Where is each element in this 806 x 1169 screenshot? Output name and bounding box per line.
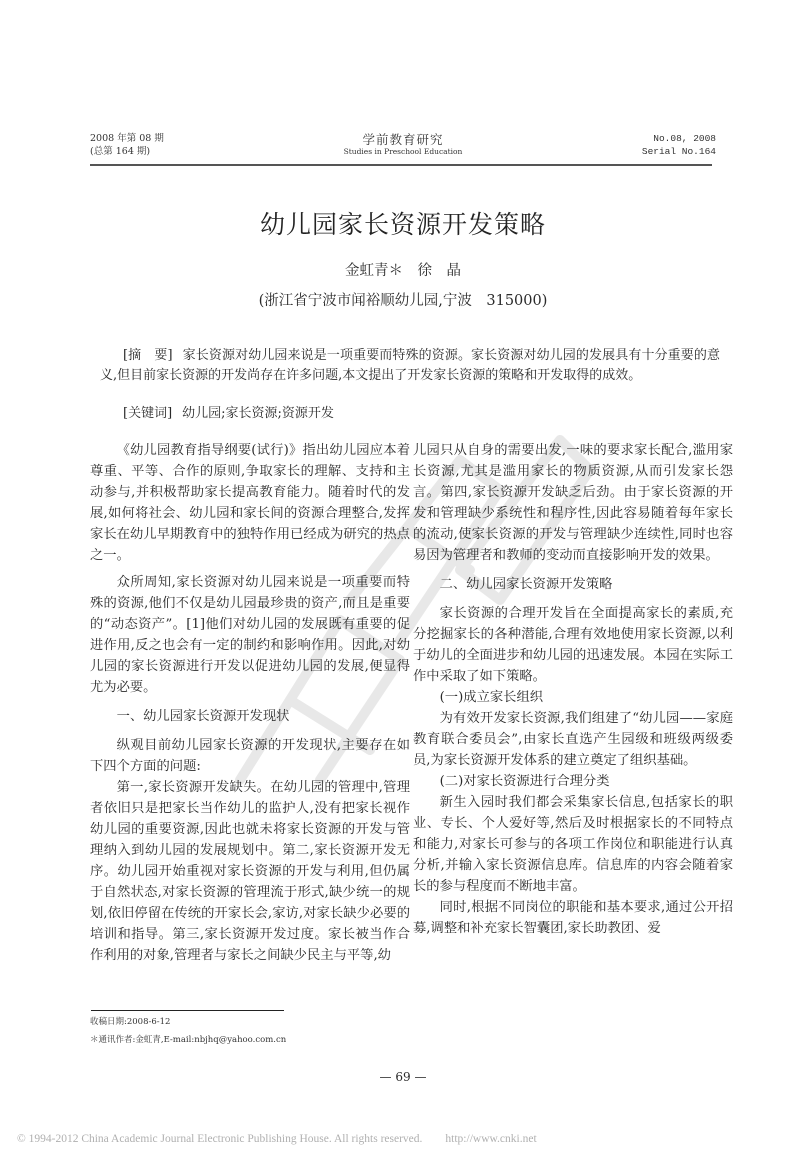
abstract-label: [摘 要] — [123, 348, 173, 363]
footnote-corresponding-author: ＊通讯作者:金虹青,E-mail:nbjhq@yahoo.com.cn — [90, 1035, 287, 1045]
journal-title-en: Studies in Preschool Education — [343, 147, 463, 156]
paragraph: 新生入园时我们都会采集家长信息,包括家长的职业、专长、个人爱好等,然后及时根据家长的不同特点和能力,对家长可参与的各项工作岗位和职能进行认真分析,并输入家长资源信息库。信息库的内容会随着家长的参与程度而不断地丰富。 — [413, 795, 733, 894]
footnote-rule — [91, 1010, 284, 1011]
copyright-notice: © 1994-2012 China Academic Journal Electronic Publishing House. All rights reserved. http://www.cnki.net — [17, 1133, 537, 1145]
paragraph: 为有效开发家长资源,我们组建了“幼儿园——家庭教育联合委员会”,由家长直选产生园级和班级两级委员,为家长资源开发体系的建立奠定了组织基础。 — [413, 711, 733, 768]
journal-title-cn: 学前教育研究 — [362, 132, 444, 147]
keywords-label: [关键词] — [123, 406, 173, 421]
paragraph: 家长资源的合理开发旨在全面提高家长的素质,充分挖掘家长的各种潜能,合理有效地使用家长资源,以利于幼儿的全面进步和幼儿园的迅速发展。本园在实际工作中采取了如下策略。 — [413, 606, 733, 684]
article-affiliation: (浙江省宁波市闻裕顺幼儿园,宁波 315000) — [258, 293, 548, 309]
body-column-left — [90, 440, 410, 966]
issue-line-2: (总第 164 期) — [90, 146, 151, 157]
section-heading-2: 二、幼儿园家长资源开发策略 — [439, 577, 613, 592]
page-number: — 69 — — [379, 1070, 427, 1084]
keywords-text: 幼儿园;家长资源;资源开发 — [182, 406, 334, 421]
body-column-right — [413, 440, 733, 939]
paragraph: 众所周知,家长资源对幼儿园来说是一项重要而特殊的资源,他们不仅是幼儿园最珍贵的资产,而且是重要的“动态资产”。[1]他们对幼儿园的发展既有重要的促进作用,反之也会有一定的制约和影响作用。因此,对幼儿园的家长资源进行开发以促进幼儿园的发展,便显得尤为必要。 — [90, 575, 410, 695]
issue-en-line-2: Serial No.164 — [641, 146, 716, 157]
paragraph: 同时,根据不同岗位的职能和基本要求,通过公开招募,调整和补充家长智囊团,家长助教团、爱 — [413, 900, 733, 936]
paragraph: 第一,家长资源开发缺失。在幼儿园的管理中,管理者依旧只是把家长当作幼儿的监护人,没有把家长视作幼儿园的重要资源,因此也就未将家长资源的开发与管理纳入到幼儿园的发展规划中。第二,家长资源开发无序。幼儿园开始重视对家长资源的开发与利用,但仍属于自然状态,对家长资源的管理流于形式,缺少统一的规划,依旧停留在传统的开家长会,家访,对家长缺少必要的培训和指导。第三,家长资源开发过度。家长被当作合作利用的对象,管理者与家长之间缺少民主与平等,幼 — [90, 780, 410, 963]
keywords — [100, 404, 720, 424]
issue-info-en — [642, 132, 716, 158]
abstract-text: 家长资源对幼儿园来说是一项重要而特殊的资源。家长资源对幼儿园的发展具有十分重要的意义,但目前家长资源的开发尚存在许多问题,本文提出了开发家长资源的策略和开发取得的成效。 — [100, 348, 720, 383]
abstract — [100, 346, 720, 385]
paragraph: 纵观目前幼儿园家长资源的开发现状,主要存在如下四个方面的问题: — [90, 738, 410, 774]
article-title: 幼儿园家长资源开发策略 — [259, 210, 546, 239]
issue-line-1: 2008 年第 08 期 — [90, 133, 164, 144]
footnote-received-date: 收稿日期:2008-6-12 — [90, 1017, 171, 1027]
subsection-heading-2: (二)对家长资源进行合理分类 — [439, 774, 610, 789]
paragraph: 《幼儿园教育指导纲要(试行)》指出幼儿园应本着尊重、平等、合作的原则,争取家长的理解、支持和主动参与,并积极帮助家长提高教育能力。随着时代的发展,如何将社会、幼儿园和家长间的资源合理整合,发挥家长在幼儿早期教育中的独特作用已经成为研究的热点之一。 — [90, 443, 410, 563]
paragraph: 儿园只从自身的需要出发,一味的要求家长配合,滥用家长资源,尤其是滥用家长的物质资源,从而引发家长怨言。第四,家长资源开发缺乏后劲。由于家长资源的开发和管理缺少系统性和程序性,因此容易随着每年家长的流动,使家长资源的开发与管理缺少连续性,同时也容易因为管理者和教师的变动而直接影响开发的效果。 — [413, 443, 733, 563]
header-rule — [90, 164, 712, 166]
section-heading-1: 一、幼儿园家长资源开发现状 — [116, 709, 290, 724]
subsection-heading-1: (一)成立家长组织 — [439, 690, 544, 705]
article-authors: 金虹青＊ 徐 晶 — [345, 263, 461, 279]
issue-en-line-1: No.08, 2008 — [653, 133, 716, 144]
